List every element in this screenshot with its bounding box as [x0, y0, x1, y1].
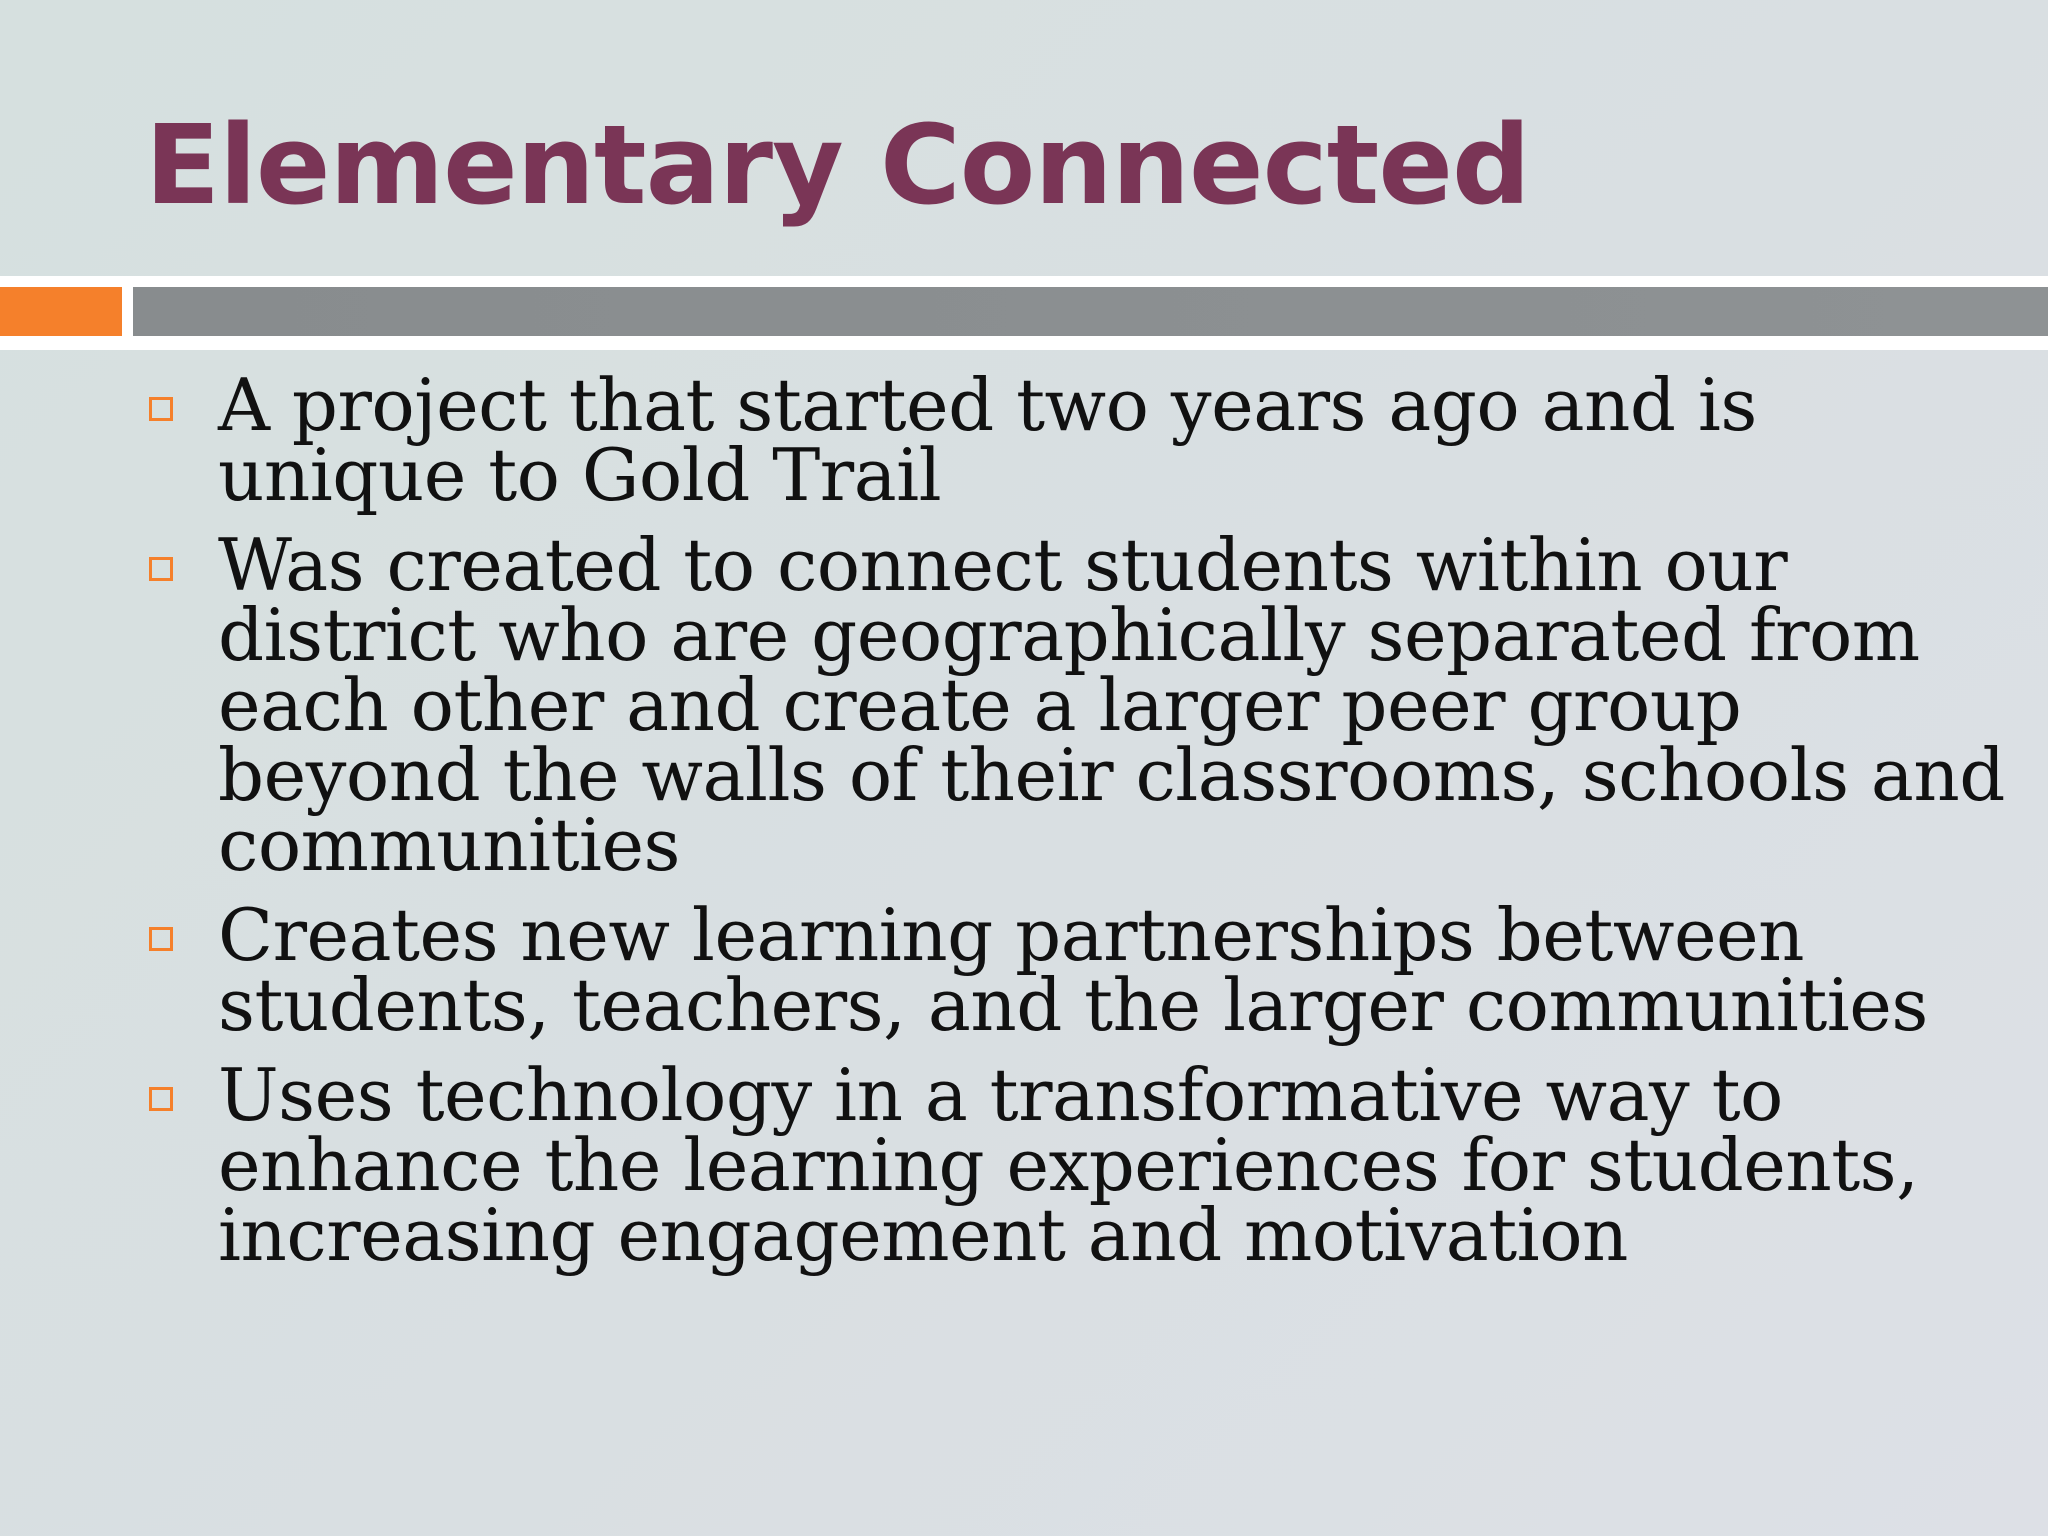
- bullet-item: [145, 363, 2005, 517]
- hollow-square-bullet-icon: [149, 927, 173, 951]
- orange-accent-block: [0, 287, 122, 336]
- bullet-text: A project that started two years ago and is unique to Gold Trail: [218, 363, 1757, 517]
- gray-divider-bar: [133, 287, 2048, 336]
- bullet-text: Uses technology in a transformative way to enhance the learning experiences for students, increasing engagement and motivation: [218, 1053, 1919, 1277]
- bullet-item: [145, 893, 2005, 1047]
- hollow-square-bullet-icon: [149, 557, 173, 581]
- bullet-text: Was created to connect students within our district who are geographically separated from each other and create a larger peer group beyond the walls of their classrooms, schools and communities: [218, 523, 2005, 887]
- bullet-item: [145, 1053, 2005, 1277]
- bullet-text: Creates new learning partnerships between students, teachers, and the larger communities: [218, 893, 1928, 1047]
- bullet-item: [145, 523, 2005, 887]
- slide-title: Elementary Connected: [145, 101, 1530, 229]
- hollow-square-bullet-icon: [149, 397, 173, 421]
- bullet-list: [145, 363, 2005, 1290]
- hollow-square-bullet-icon: [149, 1087, 173, 1111]
